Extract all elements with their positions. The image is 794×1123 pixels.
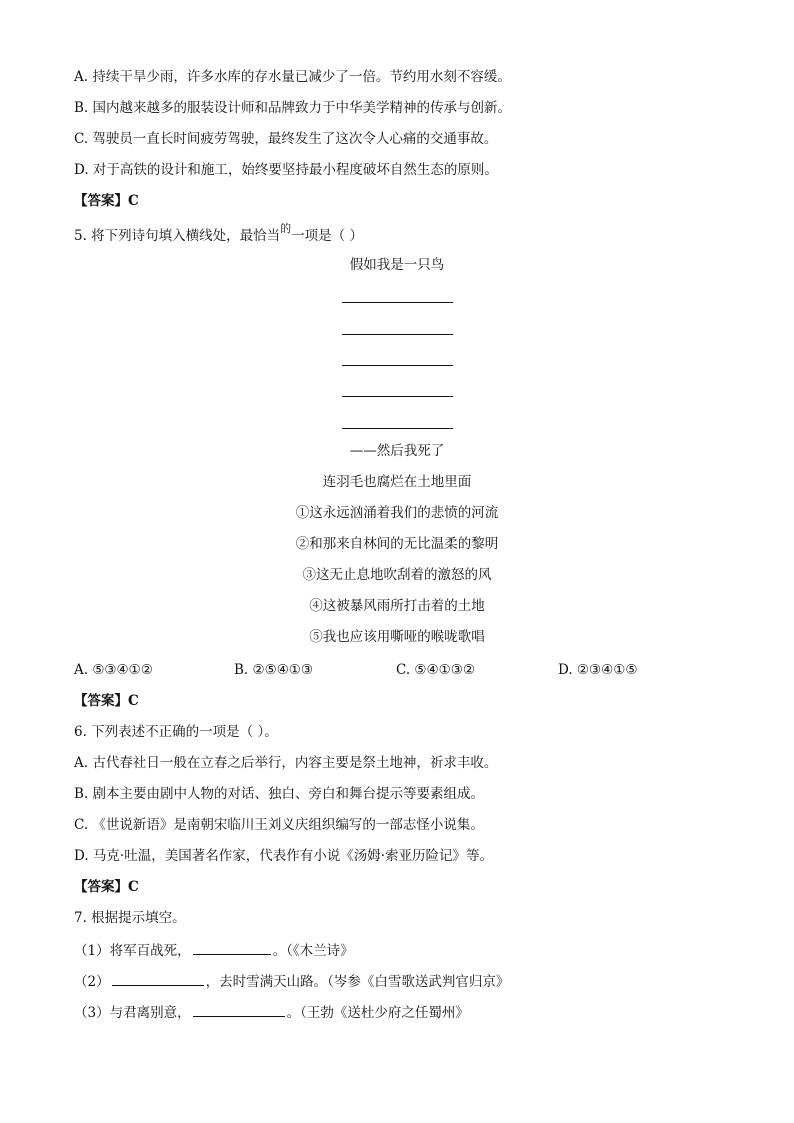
poem-choice-5: ⑤我也应该用嘶哑的喉咙歌唱 — [309, 629, 485, 645]
q7-item-2-after: ，去时雪满天山路。（岑参《白雪歌送武判官归京》 — [205, 974, 510, 990]
q5-stem-before: 5. 将下列诗句填入横线处，最恰当 — [74, 228, 281, 244]
fill-blank — [193, 940, 271, 955]
poem-title: 假如我是一只鸟 — [349, 257, 445, 273]
poem-after-line-1: ——然后我死了 — [349, 443, 445, 459]
q7-item-3-before: （3）与君离别意， — [74, 1005, 191, 1021]
poem-blank-line — [342, 428, 453, 429]
q7-stem: 7. 根据提示填空。 — [74, 910, 186, 926]
poem-choice-3: ③这无止息地吹刮着的激怒的风 — [302, 567, 492, 583]
q7-item-3 — [74, 1002, 469, 1022]
q7-item-2 — [74, 971, 509, 991]
q5-stem-sup: 的 — [280, 222, 292, 235]
q7-item-2-before: （2） — [74, 974, 110, 990]
q6-answer: 【答案】C — [74, 879, 139, 895]
q4-option-a: A. 持续干旱少雨，许多水库的存水量已减少了一倍。节约用水刻不容缓。 — [74, 69, 511, 85]
q7-item-1-after: 。（《木兰诗》 — [272, 943, 354, 959]
q7-item-1-before: （1）将军百战死， — [74, 943, 191, 959]
q6-option-c: C. 《世说新语》是南朝宋临川王刘义庆组织编写的一部志怪小说集。 — [74, 817, 484, 833]
poem-blank-line — [342, 334, 453, 335]
q4-answer: 【答案】C — [74, 193, 139, 209]
poem-choice-1: ①这永远汹涌着我们的悲愤的河流 — [295, 505, 499, 521]
q6-option-b: B. 剧本主要由剧中人物的对话、独白、旁白和舞台提示等要素组成。 — [74, 786, 485, 802]
poem-choice-2: ②和那来自林间的无比温柔的黎明 — [295, 536, 499, 552]
q5-option-c: C. ⑤④①③② — [396, 662, 475, 678]
q5-option-b: B. ②⑤④①③ — [234, 662, 314, 678]
q7-item-1 — [74, 940, 354, 960]
fill-blank — [193, 1002, 285, 1017]
q7-item-3-after: 。（王勃《送杜少府之任蜀州》 — [286, 1005, 469, 1021]
q5-answer: 【答案】C — [74, 693, 139, 709]
poem-blank-line — [342, 302, 453, 303]
q6-option-d: D. 马克·吐温，美国著名作家，代表作有小说《汤姆·索亚历险记》等。 — [74, 848, 494, 864]
q4-option-d: D. 对于高铁的设计和施工，始终要坚持最小程度破坏自然生态的原则。 — [74, 162, 498, 178]
q6-option-a: A. 古代春社日一般在立春之后举行，内容主要是祭土地神，祈求丰收。 — [74, 755, 498, 771]
q4-option-b: B. 国内越来越多的服装设计师和品牌致力于中华美学精神的传承与创新。 — [74, 100, 512, 116]
q5-stem — [74, 222, 363, 246]
fill-blank — [112, 971, 204, 986]
poem-choice-4: ④这被暴风雨所打击着的土地 — [309, 598, 485, 614]
q5-stem-after: 一项是（ ） — [291, 228, 363, 244]
poem-blank-line — [342, 396, 453, 397]
poem-after-line-2: 连羽毛也腐烂在土地里面 — [322, 474, 472, 490]
q5-option-a: A. ⑤③④①② — [74, 662, 153, 678]
q5-option-d: D. ②③④①⑤ — [558, 662, 638, 678]
q6-stem: 6. 下列表述不正确的一项是（ ）。 — [74, 724, 278, 740]
q4-option-c: C. 驾驶员一直长时间疲劳驾驶，最终发生了这次令人心痛的交通事故。 — [74, 131, 498, 147]
poem-blank-line — [342, 365, 453, 366]
